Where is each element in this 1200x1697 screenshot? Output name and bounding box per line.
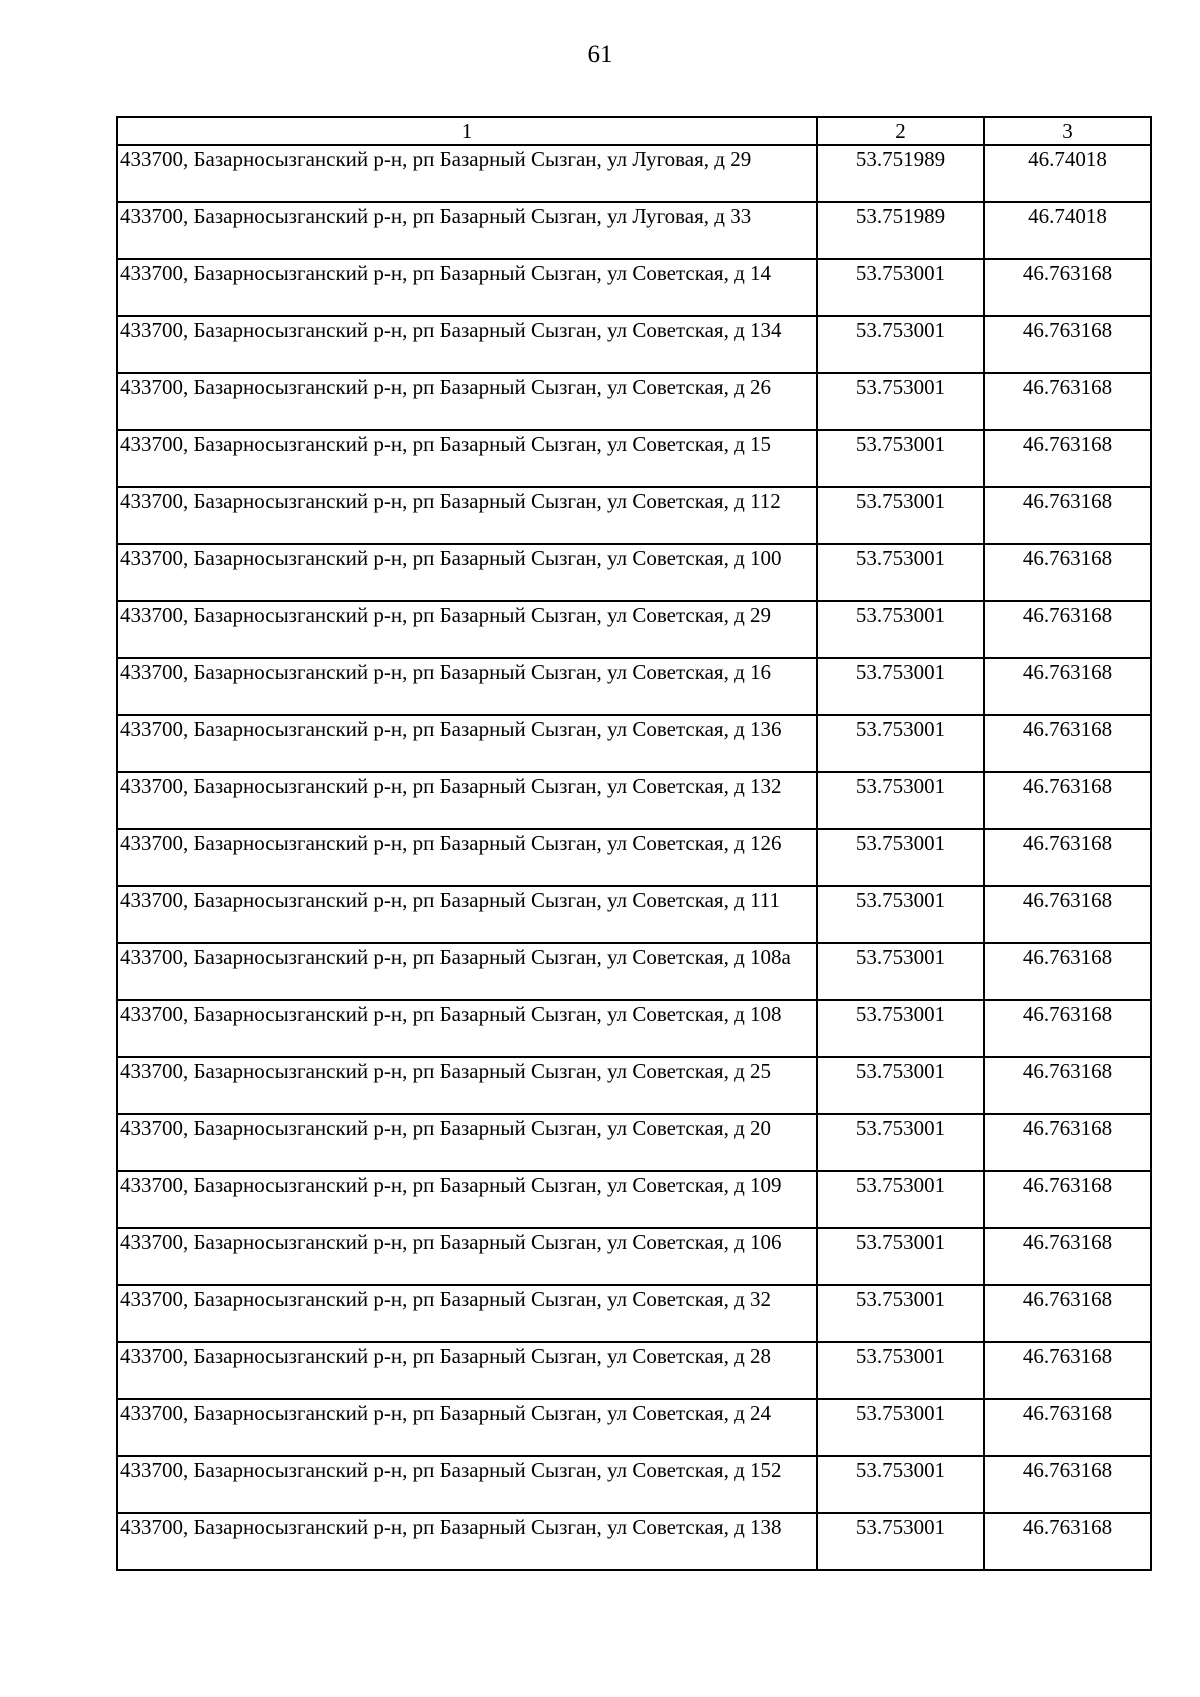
address-cell: 433700, Базарносызганский р-н, рп Базарный Сызган, ул Советская, д 20 [117,1114,817,1171]
column-2-cell: 53.751989 [817,145,984,202]
column-3-cell: 46.763168 [984,430,1151,487]
column-3-cell: 46.763168 [984,1285,1151,1342]
address-cell: 433700, Базарносызганский р-н, рп Базарный Сызган, ул Советская, д 26 [117,373,817,430]
address-cell: 433700, Базарносызганский р-н, рп Базарный Сызган, ул Советская, д 111 [117,886,817,943]
column-3-cell: 46.763168 [984,658,1151,715]
column-3-cell: 46.763168 [984,259,1151,316]
address-cell: 433700, Базарносызганский р-н, рп Базарный Сызган, ул Советская, д 109 [117,1171,817,1228]
address-cell: 433700, Базарносызганский р-н, рп Базарный Сызган, ул Советская, д 152 [117,1456,817,1513]
table-row [117,829,1151,886]
address-cell: 433700, Базарносызганский р-н, рп Базарный Сызган, ул Советская, д 138 [117,1513,817,1570]
table-row [117,886,1151,943]
table-row [117,145,1151,202]
column-3-cell: 46.763168 [984,1456,1151,1513]
table-row [117,943,1151,1000]
address-cell: 433700, Базарносызганский р-н, рп Базарный Сызган, ул Советская, д 25 [117,1057,817,1114]
column-3-cell: 46.763168 [984,715,1151,772]
column-2-cell: 53.753001 [817,487,984,544]
table-row [117,259,1151,316]
address-cell: 433700, Базарносызганский р-н, рп Базарный Сызган, ул Советская, д 108 [117,1000,817,1057]
table-row [117,544,1151,601]
column-2-cell: 53.753001 [817,316,984,373]
column-2-cell: 53.753001 [817,715,984,772]
column-2-cell: 53.753001 [817,601,984,658]
address-cell: 433700, Базарносызганский р-н, рп Базарный Сызган, ул Советская, д 106 [117,1228,817,1285]
column-3-cell: 46.763168 [984,487,1151,544]
address-cell: 433700, Базарносызганский р-н, рп Базарный Сызган, ул Советская, д 108а [117,943,817,1000]
table-row [117,1057,1151,1114]
column-2-cell: 53.753001 [817,943,984,1000]
address-cell: 433700, Базарносызганский р-н, рп Базарный Сызган, ул Советская, д 136 [117,715,817,772]
column-2-cell: 53.753001 [817,1285,984,1342]
column-3-cell: 46.763168 [984,544,1151,601]
table-row [117,202,1151,259]
address-cell: 433700, Базарносызганский р-н, рп Базарный Сызган, ул Советская, д 134 [117,316,817,373]
address-cell: 433700, Базарносызганский р-н, рп Базарный Сызган, ул Советская, д 15 [117,430,817,487]
address-cell: 433700, Базарносызганский р-н, рп Базарный Сызган, ул Луговая, д 29 [117,145,817,202]
column-2-cell: 53.753001 [817,1513,984,1570]
column-3-cell: 46.763168 [984,1171,1151,1228]
column-3-cell: 46.763168 [984,316,1151,373]
column-2-cell: 53.753001 [817,1114,984,1171]
address-cell: 433700, Базарносызганский р-н, рп Базарный Сызган, ул Советская, д 16 [117,658,817,715]
page-number: 61 [587,41,613,68]
column-2-cell: 53.753001 [817,544,984,601]
table-row [117,1000,1151,1057]
table-row [117,1513,1151,1570]
column-header-1: 1 [117,117,817,145]
column-2-cell: 53.753001 [817,373,984,430]
column-3-cell: 46.763168 [984,1228,1151,1285]
table-row [117,1228,1151,1285]
table-row [117,1285,1151,1342]
address-cell: 433700, Базарносызганский р-н, рп Базарный Сызган, ул Луговая, д 33 [117,202,817,259]
column-3-cell: 46.763168 [984,373,1151,430]
column-2-cell: 53.753001 [817,1399,984,1456]
table-row [117,487,1151,544]
column-3-cell: 46.74018 [984,145,1151,202]
table-row [117,1399,1151,1456]
column-header-3: 3 [984,117,1151,145]
address-cell: 433700, Базарносызганский р-н, рп Базарный Сызган, ул Советская, д 24 [117,1399,817,1456]
table-row [117,316,1151,373]
column-2-cell: 53.751989 [817,202,984,259]
address-cell: 433700, Базарносызганский р-н, рп Базарный Сызган, ул Советская, д 14 [117,259,817,316]
column-2-cell: 53.753001 [817,886,984,943]
column-3-cell: 46.74018 [984,202,1151,259]
table-row [117,601,1151,658]
address-cell: 433700, Базарносызганский р-н, рп Базарный Сызган, ул Советская, д 29 [117,601,817,658]
address-cell: 433700, Базарносызганский р-н, рп Базарный Сызган, ул Советская, д 126 [117,829,817,886]
column-header-2: 2 [817,117,984,145]
column-2-cell: 53.753001 [817,1456,984,1513]
table-row [117,373,1151,430]
table-row [117,1114,1151,1171]
address-cell: 433700, Базарносызганский р-н, рп Базарный Сызган, ул Советская, д 100 [117,544,817,601]
table-row [117,1171,1151,1228]
table-row [117,658,1151,715]
table-row [117,1342,1151,1399]
column-3-cell: 46.763168 [984,1399,1151,1456]
address-cell: 433700, Базарносызганский р-н, рп Базарный Сызган, ул Советская, д 112 [117,487,817,544]
column-3-cell: 46.763168 [984,1057,1151,1114]
column-3-cell: 46.763168 [984,943,1151,1000]
address-coordinates-table [116,116,1152,1571]
column-2-cell: 53.753001 [817,1171,984,1228]
column-3-cell: 46.763168 [984,1513,1151,1570]
address-cell: 433700, Базарносызганский р-н, рп Базарный Сызган, ул Советская, д 132 [117,772,817,829]
table-row [117,772,1151,829]
column-2-cell: 53.753001 [817,430,984,487]
column-3-cell: 46.763168 [984,886,1151,943]
column-2-cell: 53.753001 [817,658,984,715]
column-2-cell: 53.753001 [817,1342,984,1399]
table-row [117,715,1151,772]
column-2-cell: 53.753001 [817,772,984,829]
column-3-cell: 46.763168 [984,1342,1151,1399]
column-2-cell: 53.753001 [817,259,984,316]
address-cell: 433700, Базарносызганский р-н, рп Базарный Сызган, ул Советская, д 32 [117,1285,817,1342]
table-row [117,1456,1151,1513]
table-header-row [117,117,1151,145]
column-2-cell: 53.753001 [817,1057,984,1114]
column-3-cell: 46.763168 [984,601,1151,658]
column-3-cell: 46.763168 [984,772,1151,829]
table-row [117,430,1151,487]
column-3-cell: 46.763168 [984,829,1151,886]
column-2-cell: 53.753001 [817,1000,984,1057]
column-3-cell: 46.763168 [984,1114,1151,1171]
column-2-cell: 53.753001 [817,829,984,886]
column-3-cell: 46.763168 [984,1000,1151,1057]
address-cell: 433700, Базарносызганский р-н, рп Базарный Сызган, ул Советская, д 28 [117,1342,817,1399]
column-2-cell: 53.753001 [817,1228,984,1285]
